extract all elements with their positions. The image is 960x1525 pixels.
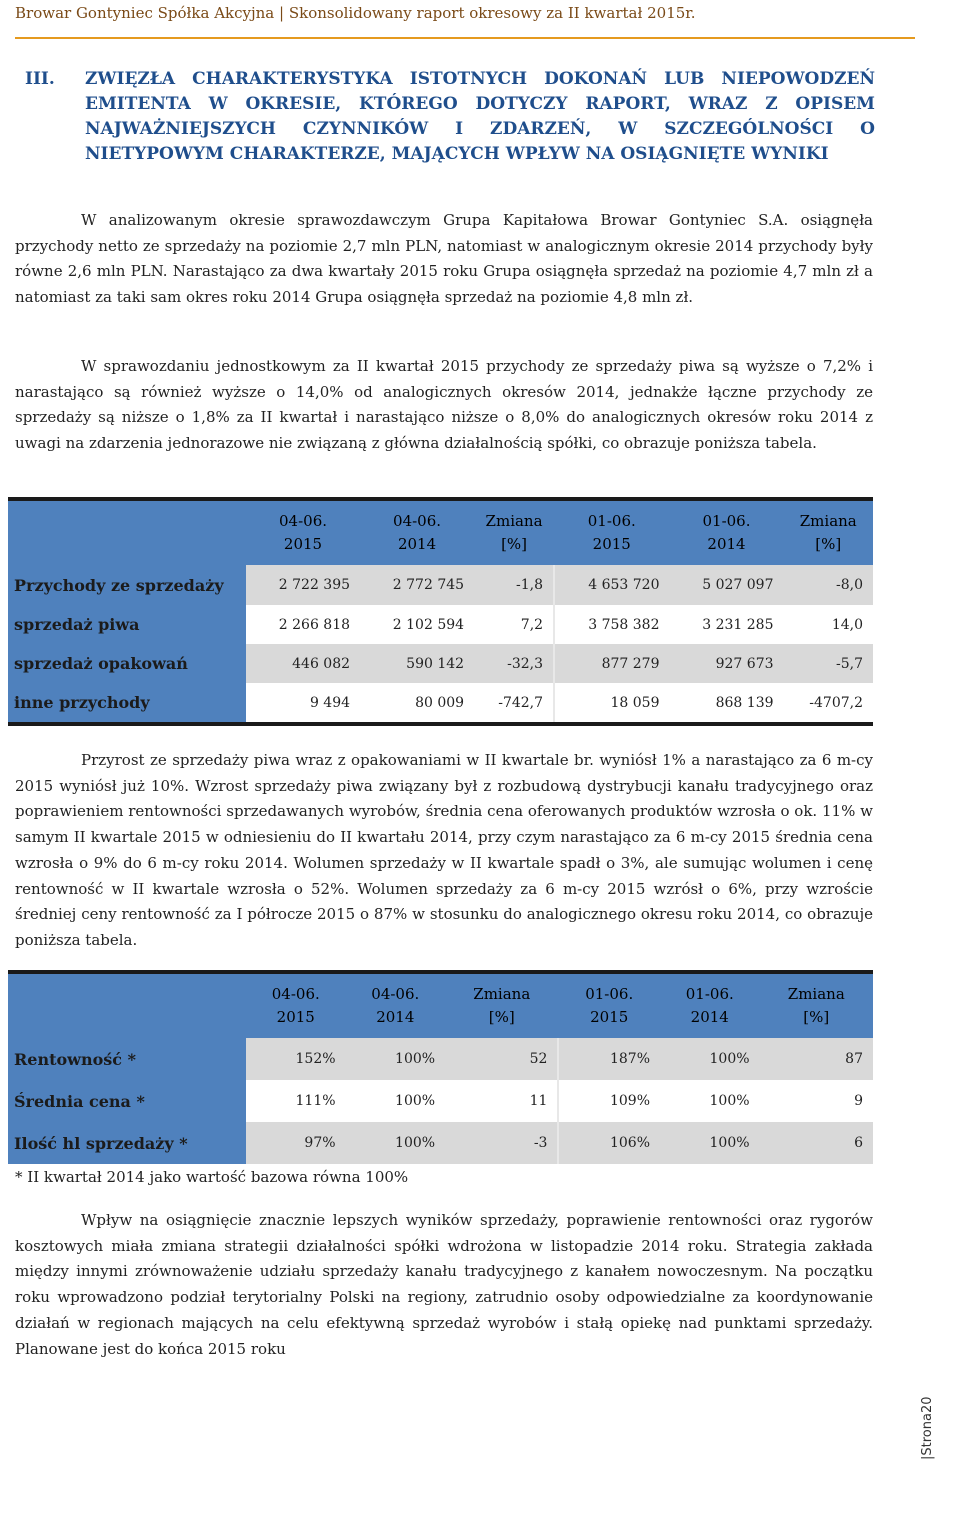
row-label: Rentowność * — [8, 1038, 246, 1080]
table-cell: 100% — [660, 1080, 760, 1122]
table1-header: Zmiana [%] — [485, 512, 543, 553]
table-cell: 187% — [558, 1038, 660, 1080]
table-row — [8, 565, 873, 605]
table-cell: 100% — [660, 1122, 760, 1164]
paragraph-3 — [15, 748, 873, 954]
table2-header: 01-06. 2015 — [585, 985, 634, 1026]
table2-header: Zmiana [%] — [787, 985, 845, 1026]
table-cell: 9 494 — [246, 683, 360, 722]
table-cell: -5,7 — [784, 644, 873, 683]
table-cell: 7,2 — [474, 605, 554, 644]
table-cell: 80 009 — [360, 683, 474, 722]
row-label: sprzedaż piwa — [8, 605, 246, 644]
table1-corner — [8, 501, 246, 565]
table1-header: 01-06. 2014 — [702, 512, 751, 553]
table-cell: 100% — [346, 1038, 446, 1080]
table-cell: 4 653 720 — [554, 565, 669, 605]
table-cell: 109% — [558, 1080, 660, 1122]
table-cell: 52 — [445, 1038, 558, 1080]
paragraph-4-text: Wpływ na osiągnięcie znacznie lepszych wyników sprzedaży, poprawienie rentowności oraz rygorów kosztowych miała zmiana strategii działalności spółki wdrożona w listopadzie 2014 roku. Strategia zakłada między innymi zrównoważenie udziału sprzedaży kanału tradycyjnego z kanałem nowoczesnym. Na początku roku wprowadzono podział terytorialny Polski na regiony, zatrudnio osoby odpowiedzialne za koordynowanie działań w regionach mających na celu efektywną sprzedaż wyrobów i stałą opiekę nad punktami sprzedaży. Planowane jest do końca 2015 roku — [15, 1211, 873, 1358]
table-cell: -8,0 — [784, 565, 873, 605]
table-cell: -32,3 — [474, 644, 554, 683]
table-row — [8, 1038, 873, 1080]
section-title: ZWIĘZŁA CHARAKTERYSTYKA ISTOTNYCH DOKONAŃ LUB NIEPOWODZEŃ EMITENTA W OKRESIE, KTÓREGO DOTYCZY RAPORT, WRAZ Z OPISEM NAJWAŻNIEJSZYCH CZYNNIKÓW I ZDARZEŃ, W SZCZEGÓLNOŚCI O NIETYPOWYM CHARAKTERZE, MAJĄCYCH WPŁYW NA OSIĄGNIĘTE WYNIKI — [85, 69, 875, 164]
table-cell: 2 102 594 — [360, 605, 474, 644]
table-cell: 97% — [246, 1122, 346, 1164]
table-cell: 152% — [246, 1038, 346, 1080]
table1-header: 04-06. 2014 — [393, 512, 442, 553]
table-cell: 927 673 — [669, 644, 783, 683]
table-cell: 3 231 285 — [669, 605, 783, 644]
table-row — [8, 683, 873, 722]
table2-header: 01-06. 2014 — [685, 985, 734, 1026]
table-cell: 100% — [660, 1038, 760, 1080]
table-cell: 446 082 — [246, 644, 360, 683]
table-cell: 2 266 818 — [246, 605, 360, 644]
table-cell: 18 059 — [554, 683, 669, 722]
table2-corner — [8, 974, 246, 1038]
table-row — [8, 1122, 873, 1164]
table-row — [8, 644, 873, 683]
table-cell: 14,0 — [784, 605, 873, 644]
table-cell: 2 722 395 — [246, 565, 360, 605]
table-cell: 868 139 — [669, 683, 783, 722]
revenue-table — [8, 501, 873, 722]
table-cell: 877 279 — [554, 644, 669, 683]
table2-header: 04-06. 2014 — [371, 985, 420, 1026]
table-cell: 5 027 097 — [669, 565, 783, 605]
paragraph-3-text: Przyrost ze sprzedaży piwa wraz z opakowaniami w II kwartale br. wyniósł 1% a narastająco za 6 m-cy 2015 wyniósł już 10%. Wzrost sprzedaży piwa związany był z rozbudową dystrybucji kanału tradycyjnego oraz poprawieniem rentowności sprzedawanych wyrobów, średnia cena oferowanych produktów wzrosła o ok. 11% w samym II kwartale 2015 w odniesieniu do II kwartału 2014, przy czym narastająco za 6 m-cy 2015 średnia cena wzrosła o 9% do 6 m-cy roku 2014. Wolumen sprzedaży w II kwartale spadł o 3%, ale sumując wolumen i cenę rentowność w II kwartale wzrosła o 52%. Wolumen sprzedaży za 6 m-cy 2015 wzrósł o 6%, przy wzroście średniej ceny rentowność za I półrocze 2015 o 87% w stosunku do analogicznego okresu roku 2014, co obrazuje poniższa tabela. — [15, 751, 873, 949]
table-cell: -4707,2 — [784, 683, 873, 722]
table-cell: 111% — [246, 1080, 346, 1122]
section-number: III. — [25, 69, 55, 89]
table-cell: 100% — [346, 1122, 446, 1164]
row-label: inne przychody — [8, 683, 246, 722]
row-label: Przychody ze sprzedaży — [8, 565, 246, 605]
table-cell: 11 — [445, 1080, 558, 1122]
paragraph-1-text: W analizowanym okresie sprawozdawczym Grupa Kapitałowa Browar Gontyniec S.A. osiągnęła przychody netto ze sprzedaży na poziomie 2,7 mln PLN, natomiast w analogicznym okresie 2014 przychody były równe 2,6 mln PLN. Narastająco za dwa kwartały 2015 roku Grupa osiągnęła sprzedaż na poziomie 4,7 mln zł a natomiast za taki sam okres roku 2014 Grupa osiągnęła sprzedaż na poziomie 4,8 mln zł. — [15, 211, 873, 307]
paragraph-4 — [15, 1208, 873, 1362]
paragraph-2 — [15, 354, 873, 457]
table-cell: 3 758 382 — [554, 605, 669, 644]
table-cell: 100% — [346, 1080, 446, 1122]
table-cell: 9 — [760, 1080, 873, 1122]
table1-header: Zmiana [%] — [799, 512, 857, 553]
table-cell: 87 — [760, 1038, 873, 1080]
row-label: Ilość hl sprzedaży * — [8, 1122, 246, 1164]
table-footnote: * II kwartał 2014 jako wartość bazowa równa 100% — [15, 1168, 409, 1186]
paragraph-2-text: W sprawozdaniu jednostkowym za II kwartał 2015 przychody ze sprzedaży piwa są wyższe o 7,2% i narastająco są również wyższe o 14,0% od analogicznych okresów 2014, jednakże łączne przychody ze sprzedaży są niższe o 1,8% za II kwartał i narastająco niższe o 8,0% do analogicznych okresów roku 2014 z uwagi na zdarzenia jednorazowe nie związaną z główna działalnością spółki, co obrazuje poniższa tabela. — [15, 357, 873, 453]
table-cell: -1,8 — [474, 565, 554, 605]
table-row — [8, 605, 873, 644]
table2-header: Zmiana [%] — [473, 985, 531, 1026]
page-number: |Strona20 — [920, 1396, 935, 1460]
profitability-table — [8, 974, 873, 1164]
row-label: sprzedaż opakowań — [8, 644, 246, 683]
table-cell: 590 142 — [360, 644, 474, 683]
table-cell: 6 — [760, 1122, 873, 1164]
table1-header: 04-06. 2015 — [279, 512, 328, 553]
table-cell: -3 — [445, 1122, 558, 1164]
table-cell: 106% — [558, 1122, 660, 1164]
row-label: Średnia cena * — [8, 1080, 246, 1122]
paragraph-1 — [15, 208, 873, 311]
table-cell: -742,7 — [474, 683, 554, 722]
table2-header: 04-06. 2015 — [271, 985, 320, 1026]
table-cell: 2 772 745 — [360, 565, 474, 605]
table1-bottom-rule — [8, 722, 873, 726]
table-row — [8, 1080, 873, 1122]
document-header: Browar Gontyniec Spółka Akcyjna | Skonsolidowany raport okresowy za II kwartał 2015r. — [15, 4, 696, 22]
table1-header: 01-06. 2015 — [587, 512, 636, 553]
header-rule — [15, 37, 915, 39]
